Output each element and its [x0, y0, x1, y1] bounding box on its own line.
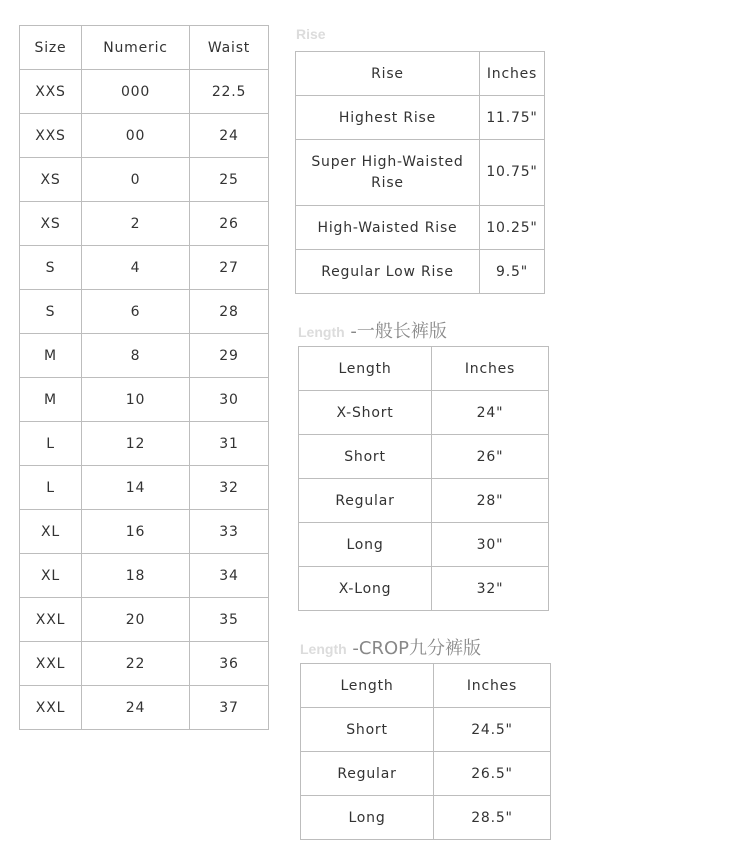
length-table-row-cell: 30" [432, 523, 549, 567]
size-table-row-cell: XS [20, 202, 82, 246]
size-table-row-cell: XS [20, 158, 82, 202]
rise-table-row-cell: 9.5" [480, 250, 545, 294]
size-table-header-row-cell: Waist [190, 26, 269, 70]
rise-table-row [296, 140, 545, 206]
size-table-row-cell: 36 [190, 642, 269, 686]
length-table-row-cell: Long [299, 523, 432, 567]
rise-heading [296, 24, 326, 43]
size-table-row [20, 554, 269, 598]
size-table-row-cell: 000 [82, 70, 190, 114]
size-table-row-cell: 24 [190, 114, 269, 158]
rise-table-row [296, 250, 545, 294]
length-heading [298, 317, 447, 343]
size-table-row-cell: 2 [82, 202, 190, 246]
size-table [19, 25, 269, 730]
size-table-row-cell: XXS [20, 70, 82, 114]
size-table-row-cell: 8 [82, 334, 190, 378]
size-table-row-cell: 18 [82, 554, 190, 598]
size-table-row [20, 510, 269, 554]
length-table-header-row [299, 347, 549, 391]
size-table-row-cell: XL [20, 510, 82, 554]
size-table-row [20, 114, 269, 158]
size-table-row [20, 246, 269, 290]
size-table-row [20, 642, 269, 686]
size-table-row-cell: XXL [20, 598, 82, 642]
crop-table-row-cell: Regular [301, 752, 434, 796]
rise-table-row [296, 206, 545, 250]
length-table-row [299, 523, 549, 567]
crop-heading-suffix: -CROP九分裤版 [346, 638, 481, 659]
size-table-row-cell: 33 [190, 510, 269, 554]
length-table-row-cell: 24" [432, 391, 549, 435]
size-table-row-cell: 22.5 [190, 70, 269, 114]
size-table-row-cell: 0 [82, 158, 190, 202]
crop-table-row-cell: 28.5" [434, 796, 551, 840]
rise-table-row-cell: 10.75" [480, 140, 545, 206]
length-heading-suffix: -一般长裤版 [344, 321, 447, 342]
crop-length-table [300, 663, 551, 840]
crop-table-row [301, 752, 551, 796]
size-table-row-cell: 24 [82, 686, 190, 730]
size-table-row [20, 158, 269, 202]
length-table-row-cell: 32" [432, 567, 549, 611]
crop-table-header-row-cell: Length [301, 664, 434, 708]
length-table-row-cell: X-Short [299, 391, 432, 435]
size-table-row-cell: M [20, 378, 82, 422]
size-table-row [20, 422, 269, 466]
length-table-row-cell: 26" [432, 435, 549, 479]
length-table-row [299, 435, 549, 479]
size-table-row-cell: 30 [190, 378, 269, 422]
size-table-row [20, 686, 269, 730]
length-table-row-cell: Regular [299, 479, 432, 523]
length-table-row-cell: Short [299, 435, 432, 479]
rise-table-row-cell: Super High-Waisted Rise [296, 140, 480, 206]
size-table-row [20, 466, 269, 510]
size-table-header-row [20, 26, 269, 70]
rise-table-header-row [296, 52, 545, 96]
size-table-row-cell: 14 [82, 466, 190, 510]
size-table-row [20, 598, 269, 642]
crop-table-row-cell: 24.5" [434, 708, 551, 752]
length-table-row [299, 479, 549, 523]
rise-table-header-row-cell: Rise [296, 52, 480, 96]
size-table-row-cell: L [20, 466, 82, 510]
size-table-row-cell: XXL [20, 686, 82, 730]
length-table-row-cell: X-Long [299, 567, 432, 611]
length-table [298, 346, 549, 611]
size-table-row-cell: 16 [82, 510, 190, 554]
crop-table-row [301, 708, 551, 752]
size-table-row-cell: 00 [82, 114, 190, 158]
size-table-row-cell: 10 [82, 378, 190, 422]
rise-table-row-cell: 10.25" [480, 206, 545, 250]
size-table-row-cell: 29 [190, 334, 269, 378]
size-table-header-row-cell: Numeric [82, 26, 190, 70]
length-table-header-row-cell: Inches [432, 347, 549, 391]
size-table-header-row-cell: Size [20, 26, 82, 70]
crop-table-header-row [301, 664, 551, 708]
size-table-row-cell: 27 [190, 246, 269, 290]
crop-table-row-cell: Short [301, 708, 434, 752]
rise-table-header-row-cell: Inches [480, 52, 545, 96]
size-table-row-cell: 34 [190, 554, 269, 598]
size-table-row-cell: 37 [190, 686, 269, 730]
length-table-header-row-cell: Length [299, 347, 432, 391]
size-table-row-cell: 20 [82, 598, 190, 642]
size-table-row-cell: 22 [82, 642, 190, 686]
length-table-row [299, 391, 549, 435]
crop-table-row [301, 796, 551, 840]
size-table-row-cell: 6 [82, 290, 190, 334]
size-table-row [20, 290, 269, 334]
crop-table-row-cell: 26.5" [434, 752, 551, 796]
length-table-row [299, 567, 549, 611]
rise-heading-label: Rise [296, 26, 326, 42]
size-table-row-cell: 28 [190, 290, 269, 334]
size-table-row-cell: M [20, 334, 82, 378]
rise-table [295, 51, 545, 294]
size-table-row [20, 202, 269, 246]
size-table-row [20, 70, 269, 114]
size-table-row [20, 334, 269, 378]
rise-table-row-cell: Highest Rise [296, 96, 480, 140]
size-table-row-cell: 31 [190, 422, 269, 466]
size-table-row-cell: XL [20, 554, 82, 598]
size-table-row-cell: S [20, 290, 82, 334]
size-table-row-cell: 4 [82, 246, 190, 290]
size-table-row-cell: XXS [20, 114, 82, 158]
size-table-row-cell: 35 [190, 598, 269, 642]
rise-table-row [296, 96, 545, 140]
crop-table-row-cell: Long [301, 796, 434, 840]
crop-length-heading [300, 634, 481, 660]
rise-table-row-cell: High-Waisted Rise [296, 206, 480, 250]
length-table-row-cell: 28" [432, 479, 549, 523]
size-table-row-cell: 25 [190, 158, 269, 202]
size-table-row-cell: 12 [82, 422, 190, 466]
size-table-row-cell: 26 [190, 202, 269, 246]
crop-table-header-row-cell: Inches [434, 664, 551, 708]
rise-table-row-cell: Regular Low Rise [296, 250, 480, 294]
size-table-row-cell: S [20, 246, 82, 290]
rise-table-row-cell: 11.75" [480, 96, 545, 140]
size-table-row-cell: 32 [190, 466, 269, 510]
size-table-row-cell: XXL [20, 642, 82, 686]
crop-heading-label: Length [300, 641, 347, 657]
size-table-row-cell: L [20, 422, 82, 466]
length-heading-label: Length [298, 324, 345, 340]
size-table-row [20, 378, 269, 422]
